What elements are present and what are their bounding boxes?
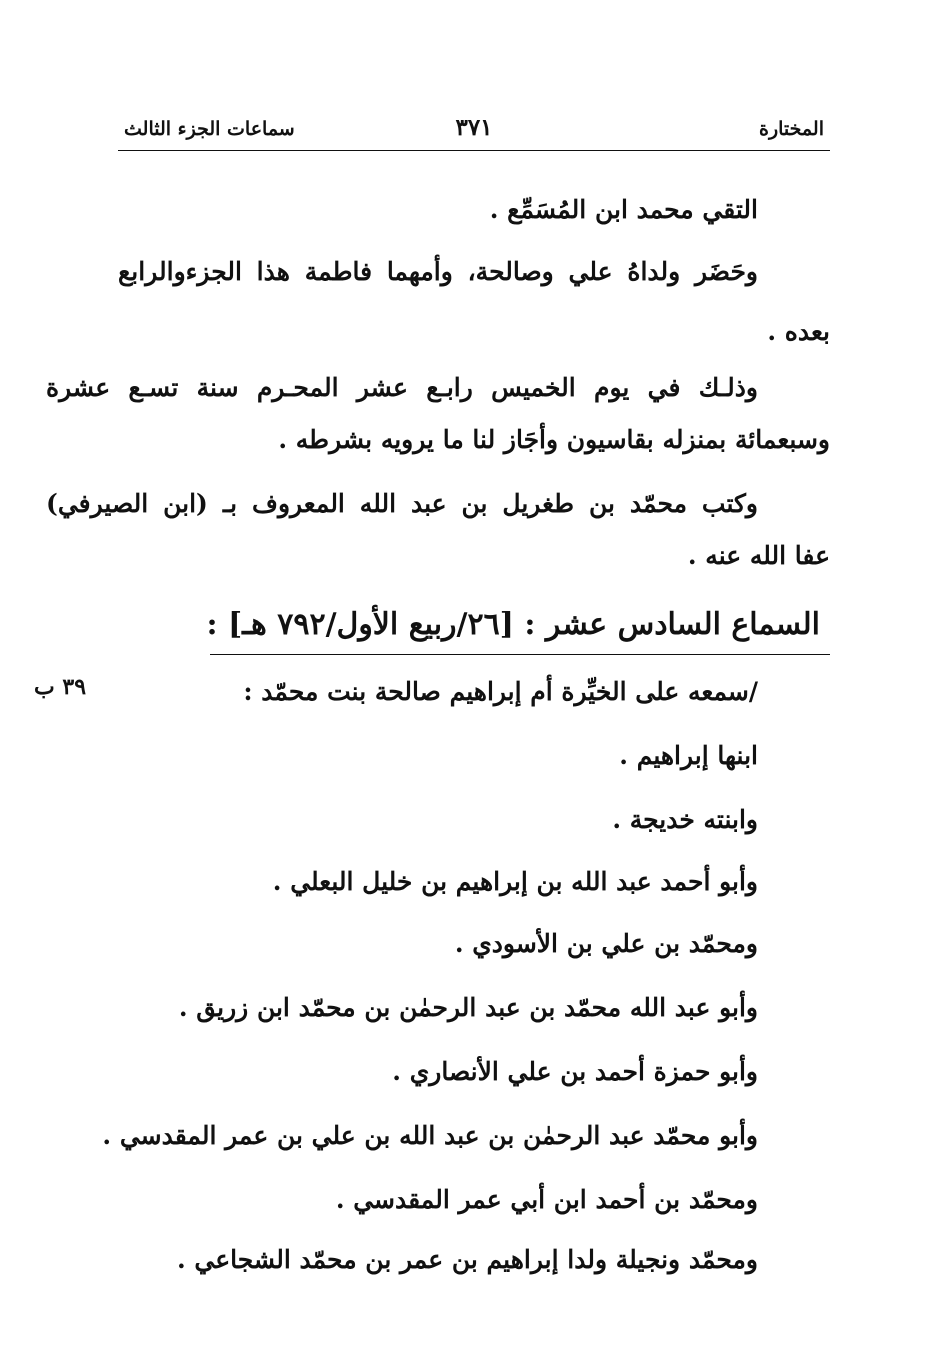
section-line: ابنها إبراهيم . [619, 741, 758, 770]
section-line: ومحمّد ونجيلة ولدا إبراهيم بن عمر بن محمّد الشجاعي . [177, 1245, 758, 1274]
chapter-title: سماعات الجزء الثالث [124, 118, 295, 140]
book-title: المختارة [759, 118, 824, 140]
section-heading: السماع السادس عشر : [٢٦/ربيع الأول/٧٩٢ هـ] : [206, 607, 820, 642]
section-line: وأبو عبد الله محمّد بن عبد الرحمٰن بن محمّد ابن زريق . [178, 993, 758, 1022]
page-number: ٣٧١ [455, 114, 493, 141]
section-line: وأبو أحمد عبد الله بن إبراهيم بن خليل البعلي . [272, 867, 758, 896]
section-line: /سمعه على الخيِّرة أم إبراهيم صالحة بنت محمّد : [243, 677, 758, 706]
margin-folio-note: ٣٩ ب [34, 674, 87, 700]
body-line: وحَضَر ولداهُ علي وصالحة، وأمهما فاطمة هذا الجزءوالرابع [118, 257, 758, 286]
section-line: ومحمّد بن أحمد ابن أبي عمر المقدسي . [335, 1185, 758, 1214]
body-line: وكتب محمّد بن طغريل بن عبد الله المعروف بـ (ابن الصيرفي) [46, 489, 758, 518]
section-line: وأبو حمزة أحمد بن علي الأنصاري . [392, 1057, 758, 1086]
section-heading-underline [210, 654, 830, 655]
body-line: وذلـك في يوم الخميس رابـع عشر المحـرم سنة تسـع عشرة [46, 373, 758, 402]
body-line: وسبعمائة بمنزله بقاسيون وأجَاز لنا ما يرويه بشرطه . [278, 425, 830, 454]
section-line: وابنته خديجة . [612, 805, 758, 834]
header-rule [118, 150, 830, 151]
body-line: بعده . [767, 317, 830, 346]
body-line: عفا الله عنه . [687, 541, 830, 570]
section-line: ومحمّد بن علي بن الأسودي . [454, 929, 758, 958]
section-line: وأبو محمّد عبد الرحمٰن بن عبد الله بن علي بن عمر المقدسي . [102, 1121, 758, 1150]
body-line: التقي محمد ابن المُسَمِّع . [489, 195, 758, 224]
